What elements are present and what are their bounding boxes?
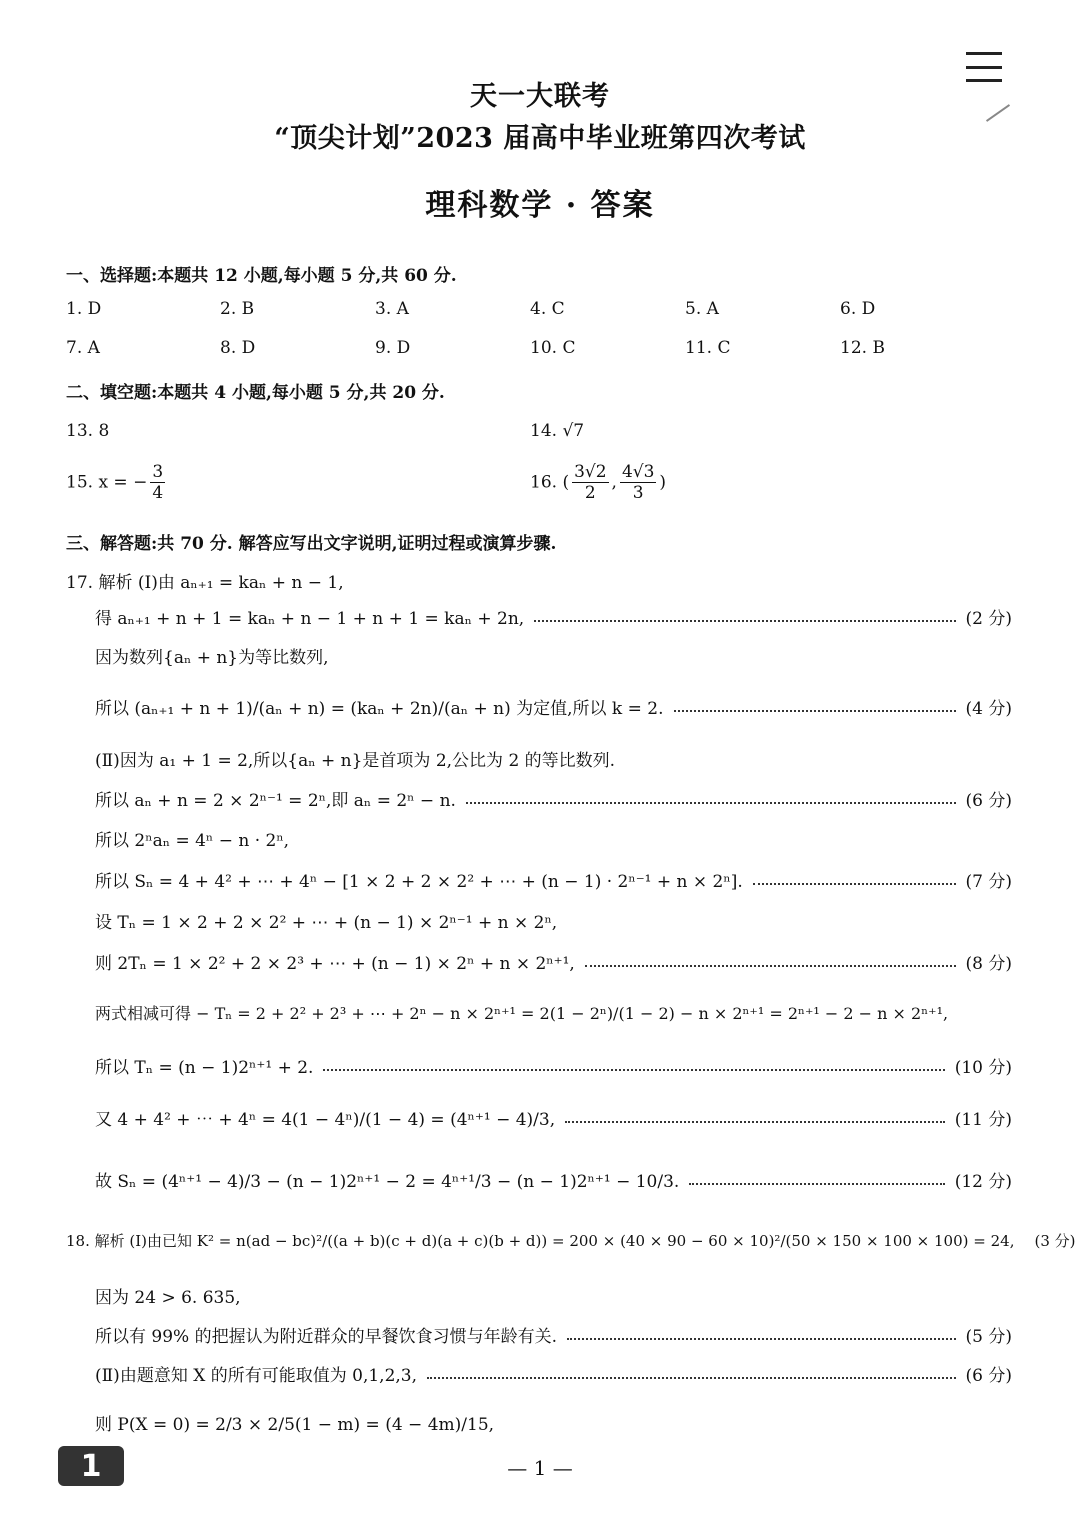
score-points: (4 分) (965, 699, 1012, 719)
score-points: (10 分) (954, 1058, 1012, 1078)
solution-text: 所以 (aₙ₊₁ + n + 1)/(aₙ + n) = (kaₙ + 2n)/(aₙ + n) 为定值,所以 k = 2. (95, 699, 664, 719)
answer-item: 13. 8 (66, 421, 110, 441)
solution-line (95, 1322, 1012, 1347)
solution-text: 因为 24 > 6. 635, (95, 1288, 241, 1308)
answer-item-15 (66, 462, 168, 504)
q16-fraction-a (572, 462, 608, 504)
solution-text: (Ⅱ)因为 a₁ + 1 = 2,所以{aₙ + n}是首项为 2,公比为 2 的等比数列. (95, 751, 616, 771)
q16-b-denominator: 3 (632, 483, 644, 504)
section-heading-solve: 三、解答题:共 70 分. 解答应写出文字说明,证明过程或演算步骤. (66, 534, 557, 554)
leader-dots (689, 1183, 944, 1185)
leader-dots (323, 1069, 944, 1071)
solution-text: 则 P(X = 0) = 2/3 × 2/5(1 − m) = (4 − 4m)/15, (95, 1415, 495, 1435)
solution-text: (Ⅱ)由题意知 X 的所有可能取值为 0,1,2,3, (95, 1366, 418, 1386)
q15-numerator: 3 (152, 462, 164, 482)
solution-line (95, 949, 1012, 974)
q16-suffix: ) (659, 472, 667, 493)
solution-text: 故 Sₙ = (4ⁿ⁺¹ − 4)/3 − (n − 1)2ⁿ⁺¹ − 2 = 4ⁿ⁺¹/3 − (n − 1)2ⁿ⁺¹ − 10/3. (95, 1172, 680, 1192)
solution-line (95, 1361, 1012, 1386)
exam-organizer-title: 天一大联考 (470, 81, 610, 112)
solution-line (95, 1283, 1012, 1308)
answer-item: 9. D (375, 338, 411, 358)
q16-b-numerator: 4√3 (621, 462, 655, 482)
score-points: (6 分) (965, 1366, 1012, 1386)
answer-item: 12. B (840, 338, 885, 358)
score-points: (5 分) (965, 1327, 1012, 1347)
solution-line (95, 694, 1012, 719)
solution-line (95, 1410, 1012, 1435)
answer-item-16: 16. ( $\frac{3√2}{2}$ , $\frac{4√3}{3}$ ) (530, 462, 667, 504)
score-points: (8 分) (965, 954, 1012, 974)
score-points: (2 分) (965, 609, 1012, 629)
answer-item: 8. D (220, 338, 256, 358)
page-badge: 1 (58, 1446, 124, 1486)
answer-item: 4. C (530, 299, 565, 319)
subject-title: 理科数学 · 答案 (425, 188, 655, 223)
score-points: (3 分) (1034, 1232, 1076, 1250)
solution-text: 所以 Tₙ = (n − 1)2ⁿ⁺¹ + 2. (95, 1058, 314, 1078)
solution-line (95, 867, 1012, 892)
solution-text: 则 2Tₙ = 1 × 2² + 2 × 2³ + ⋯ + (n − 1) × 2ⁿ + n × 2ⁿ⁺¹, (95, 954, 575, 974)
exam-name-title: “顶尖计划”2023 届高中毕业班第四次考试 (274, 123, 806, 154)
solution-line (95, 604, 1012, 629)
q18-title: 18. 解析 (Ⅰ)由已知 K² = n(ad − bc)²/((a + b)(c + d)(a + c)(b + d)) = 200 × (40 × 90 − 60 × 10)²/(50 × 150 × 100 × 100) = 24, (66, 1232, 1015, 1250)
solution-line (95, 786, 1012, 811)
q15-denominator: 4 (152, 483, 164, 504)
solution-text: 所以 Sₙ = 4 + 4² + ⋯ + 4ⁿ − [1 × 2 + 2 × 2² + ⋯ + (n − 1) · 2ⁿ⁻¹ + n × 2ⁿ]. (95, 872, 743, 892)
answer-item: 2. B (220, 299, 255, 319)
solution-text: 设 Tₙ = 1 × 2 + 2 × 2² + ⋯ + (n − 1) × 2ⁿ⁻¹ + n × 2ⁿ, (95, 913, 558, 933)
leader-dots (565, 1121, 945, 1123)
q17-title: 17. 解析 (Ⅰ)由 aₙ₊₁ = kaₙ + n − 1, (66, 573, 344, 593)
solution-text: 所以有 99% 的把握认为附近群众的早餐饮食习惯与年龄有关. (95, 1327, 557, 1347)
solution-text: 两式相减可得 − Tₙ = 2 + 2² + 2³ + ⋯ + 2ⁿ − n × 2ⁿ⁺¹ = 2(1 − 2ⁿ)/(1 − 2) − n × 2ⁿ⁺¹ = 2ⁿ⁺¹ − 2 − n × 2ⁿ⁺¹, (95, 1004, 949, 1023)
score-points: (6 分) (965, 791, 1012, 811)
q15-fraction (150, 462, 165, 504)
answer-item: 6. D (840, 299, 876, 319)
leader-dots (427, 1377, 956, 1379)
solution-text: 又 4 + 4² + ⋯ + 4ⁿ = 4(1 − 4ⁿ)/(1 − 4) = (4ⁿ⁺¹ − 4)/3, (95, 1110, 556, 1130)
solution-line (95, 1105, 1012, 1130)
answer-item: 3. A (375, 299, 409, 319)
solution-line (95, 1053, 1012, 1078)
solution-text: 因为数列{aₙ + n}为等比数列, (95, 648, 329, 668)
answer-item: 1. D (66, 299, 102, 319)
q16-fraction-b (620, 462, 656, 504)
solution-line (95, 643, 1012, 668)
solution-text: 所以 2ⁿaₙ = 4ⁿ − n · 2ⁿ, (95, 831, 290, 851)
q16-a-denominator: 2 (584, 483, 596, 504)
solution-line (95, 746, 1012, 771)
section-heading-choice: 一、选择题:本题共 12 小题,每小题 5 分,共 60 分. (66, 266, 457, 286)
q18-title-line (66, 1230, 1076, 1251)
answer-item: 7. A (66, 338, 100, 358)
page-number: — 1 — (507, 1456, 573, 1480)
leader-dots (466, 802, 956, 804)
leader-dots (674, 710, 956, 712)
answer-item: 14. √7 (530, 421, 585, 441)
q16-a-numerator: 3√2 (574, 462, 607, 482)
score-points: (7 分) (965, 872, 1012, 892)
score-points: (12 分) (954, 1172, 1012, 1192)
solution-line (95, 826, 1012, 851)
q16-prefix: 16. ( (530, 472, 570, 493)
answer-item: 5. A (685, 299, 719, 319)
leader-dots (585, 965, 956, 967)
leader-dots (567, 1338, 956, 1340)
answer-item: 10. C (530, 338, 576, 358)
solution-text: 所以 aₙ + n = 2 × 2ⁿ⁻¹ = 2ⁿ,即 aₙ = 2ⁿ − n. (95, 791, 456, 811)
solution-line (95, 908, 1012, 933)
leader-dots (534, 620, 955, 622)
q15-prefix: 15. x = − (66, 472, 148, 493)
score-points: (11 分) (954, 1110, 1012, 1130)
solution-line (95, 1167, 1012, 1192)
solution-text: 得 aₙ₊₁ + n + 1 = kaₙ + n − 1 + n + 1 = kaₙ + 2n, (95, 609, 525, 629)
leader-dots (753, 883, 956, 885)
answer-item: 11. C (685, 338, 731, 358)
solution-line (95, 1001, 1012, 1024)
section-heading-fill: 二、填空题:本题共 4 小题,每小题 5 分,共 20 分. (66, 383, 445, 403)
